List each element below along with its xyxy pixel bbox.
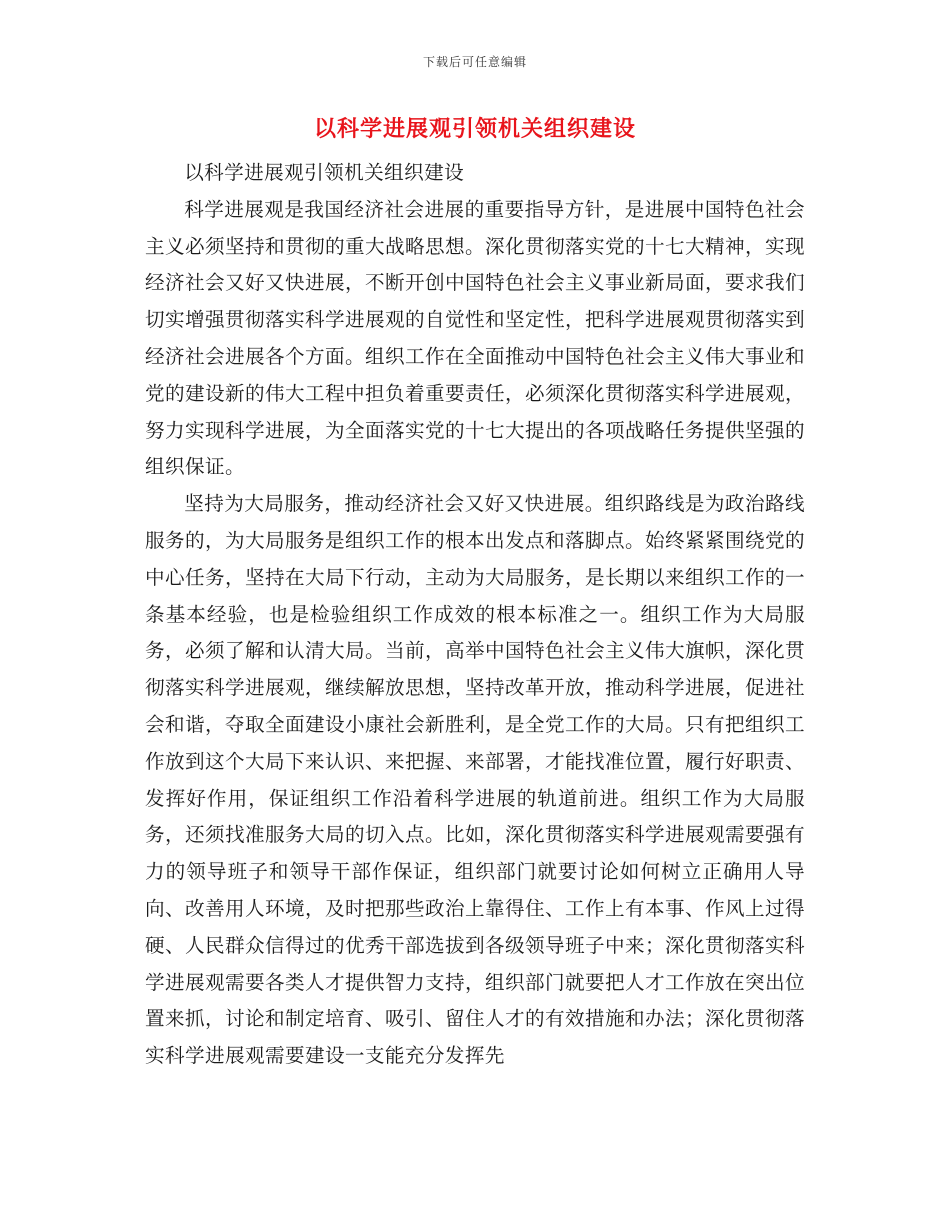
document-title: 以科学进展观引领机关组织建设 — [313, 116, 636, 142]
document-subtitle: 以科学进展观引领机关组织建设 — [184, 161, 465, 184]
paragraph: 坚持为大局服务，推动经济社会又好又快进展。组织路线是为政治路线服务的，为大局服务是组织工作的根本出发点和落脚点。始终紧紧围绕党的中心任务，坚持在大局下行动，主动为大局服务，是长期以来组织工作的一条基本经验，也是检验组织工作成效的根本标准之一。组织工作为大局服务，必须了解和认清大局。当前，高举中国特色社会主义伟大旗帜，深化贯彻落实科学进展观，继续解放思想，坚持改革开放，推动科学进展，促进社会和谐，夺取全面建设小康社会新胜利，是全党工作的大局。只有把组织工作放到这个大局下来认识、来把握、来部署，才能找准位置，履行好职责、发挥好作用，保证组织工作沿着科学进展的轨道前进。组织工作为大局服务，还须找准服务大局的切入点。比如，深化贯彻落实科学进展观需要强有力的领导班子和领导干部作保证，组织部门就要讨论如何树立正确用人导向、改善用人环境，及时把那些政治上靠得住、工作上有本事、作风上过得硬、人民群众信得过的优秀干部选拔到各级领导班子中来；深化贯彻落实科学进展观需要各类人才提供智力支持，组织部门就要把人才工作放在突出位置来抓，讨论和制定培育、吸引、留住人才的有效措施和办法；深化贯彻落实科学进展观需要建设一支能充分发挥先 — [145, 492, 805, 1068]
paragraph: 科学进展观是我国经济社会进展的重要指导方针，是进展中国特色社会主义必须坚持和贯彻的重大战略思想。深化贯彻落实党的十七大精神，实现经济社会又好又快进展，不断开创中国特色社会主义事业新局面，要求我们切实增强贯彻落实科学进展观的自觉性和坚定性，把科学进展观贯彻落实到经济社会进展各个方面。组织工作在全面推动中国特色社会主义伟大事业和党的建设新的伟大工程中担负着重要责任，必须深化贯彻落实科学进展观，努力实现科学进展，为全面落实党的十七大提出的各项战略任务提供坚强的组织保证。 — [145, 197, 805, 479]
header-note: 下载后可任意编辑 — [422, 55, 527, 69]
document-body — [145, 155, 805, 1075]
